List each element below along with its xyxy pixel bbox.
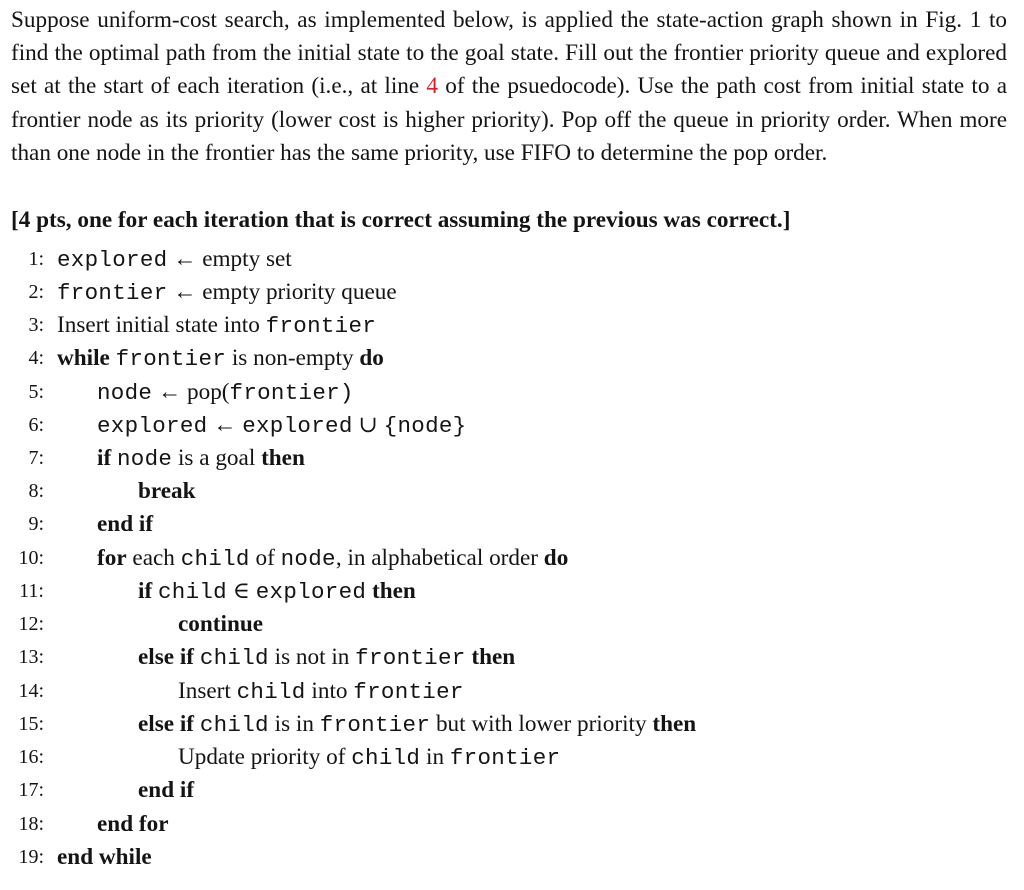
var-frontier: frontier <box>353 679 464 705</box>
var-child: child <box>236 679 306 705</box>
var-child: child <box>199 712 269 738</box>
keyword-else-if: else if <box>138 644 195 670</box>
line-number: 2: <box>28 281 44 303</box>
line-number: 15: <box>18 713 44 735</box>
line-number: 17: <box>18 779 44 801</box>
keyword-then: then <box>471 644 516 670</box>
var-explored: explored <box>97 413 208 439</box>
points-note: [4 pts, one for each iteration that is correct assuming the previous was correct.] <box>11 207 791 233</box>
var-explored: explored <box>57 247 168 273</box>
line-number: 18: <box>18 813 44 835</box>
var-child: child <box>351 745 421 771</box>
line-number: 6: <box>28 414 44 436</box>
var-frontier: frontier <box>115 346 227 372</box>
line-number: 1: <box>28 248 44 270</box>
keyword-do: do <box>359 345 384 371</box>
var-frontier: frontier <box>265 313 377 339</box>
line-number: 8: <box>28 480 44 502</box>
line-number: 12: <box>18 613 44 635</box>
problem-statement <box>11 4 1007 170</box>
var-child: child <box>199 645 269 671</box>
var-frontier: frontier <box>57 280 168 306</box>
var-node: node <box>116 446 173 472</box>
line-number: 10: <box>18 547 44 569</box>
var-node: node <box>280 546 336 572</box>
line-number: 16: <box>18 746 44 768</box>
keyword-end-if: end if <box>138 777 195 803</box>
var-frontier: frontier <box>355 645 466 671</box>
keyword-if: if <box>97 445 112 471</box>
keyword-end-while: end while <box>57 844 152 870</box>
var-explored: explored <box>255 579 367 605</box>
keyword-break: break <box>138 478 196 504</box>
keyword-then: then <box>261 445 305 471</box>
line-number: 5: <box>28 381 44 403</box>
keyword-do: do <box>543 545 569 571</box>
var-frontier: frontier <box>449 745 561 771</box>
var-frontier: frontier) <box>229 380 354 406</box>
keyword-while: while <box>57 345 110 371</box>
line-reference-link[interactable]: 4 <box>426 73 438 100</box>
keyword-end-for: end for <box>97 811 169 837</box>
keyword-for: for <box>97 545 127 571</box>
line-number: 7: <box>28 447 44 469</box>
var-node: node <box>97 380 153 406</box>
line-number: 9: <box>28 513 44 535</box>
statement-text-before-ref: Suppose uniform-cost search, as implemented below, is applied the state-action graph shown in Fig. 1 to find the optimal path from the initial state to the goal state. Fill out the frontier priority queue and explored set at the start of each iteration (i.e., at line <box>11 7 1007 100</box>
keyword-then: then <box>652 711 697 737</box>
keyword-else-if: else if <box>138 711 195 737</box>
line-number: 4: <box>28 347 44 369</box>
keyword-continue: continue <box>178 611 264 637</box>
var-frontier: frontier <box>319 712 431 738</box>
line-number: 3: <box>28 314 44 336</box>
set-node: {node} <box>383 413 467 439</box>
var-child: child <box>180 546 250 572</box>
line-number: 13: <box>18 646 44 668</box>
var-child: child <box>157 579 227 605</box>
line-number: 11: <box>19 580 44 602</box>
line-number: 14: <box>18 680 44 702</box>
keyword-then: then <box>371 578 416 604</box>
line-number: 19: <box>18 846 44 868</box>
keyword-end-if: end if <box>97 511 154 537</box>
keyword-if: if <box>138 578 153 604</box>
statement-text-after-ref: of the psuedocode). Use the path cost from initial state to a frontier node as its priority (lower cost is higher priority). Pop off the queue in priority order. When more than one node in the frontier has the same priority, use FIFO to determine the pop order. <box>11 73 1007 166</box>
var-explored: explored <box>242 413 353 439</box>
